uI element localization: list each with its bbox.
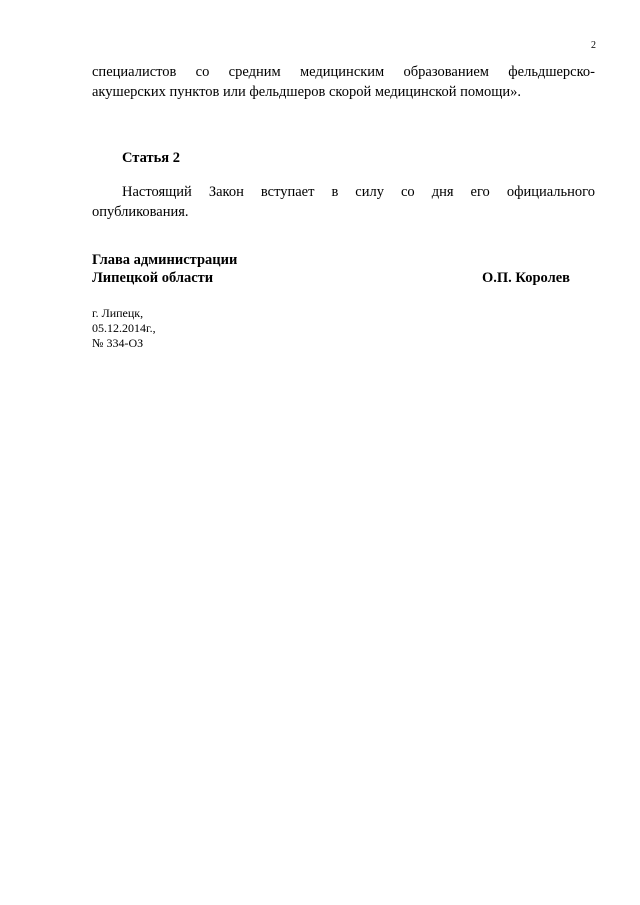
page-number: 2 — [591, 40, 596, 51]
signatory-title-line1: Глава администрации — [92, 252, 238, 268]
paragraph-continuation — [92, 62, 595, 102]
date: 05.12.2014г., — [92, 321, 156, 335]
article-paragraph — [92, 182, 595, 222]
paragraph-line: специалистов со средним медицинским образованием фельдшерско- — [92, 64, 595, 80]
signature-block — [92, 251, 570, 287]
signatory-title-line2: Липецкой области — [92, 270, 214, 286]
law-number: № 334-ОЗ — [92, 336, 144, 350]
paragraph-line: опубликования. — [92, 204, 189, 220]
paragraph-line: Настоящий Закон вступает в силу со дня его официального — [122, 184, 595, 200]
signature-row — [92, 251, 570, 269]
place-date-block — [92, 306, 156, 351]
signature-row — [92, 269, 570, 287]
article-heading: Статья 2 — [122, 150, 180, 166]
city: г. Липецк, — [92, 306, 144, 320]
signatory-name: О.П. Королев — [482, 270, 570, 286]
paragraph-line: акушерских пунктов или фельдшеров скорой медицинской помощи». — [92, 84, 522, 100]
